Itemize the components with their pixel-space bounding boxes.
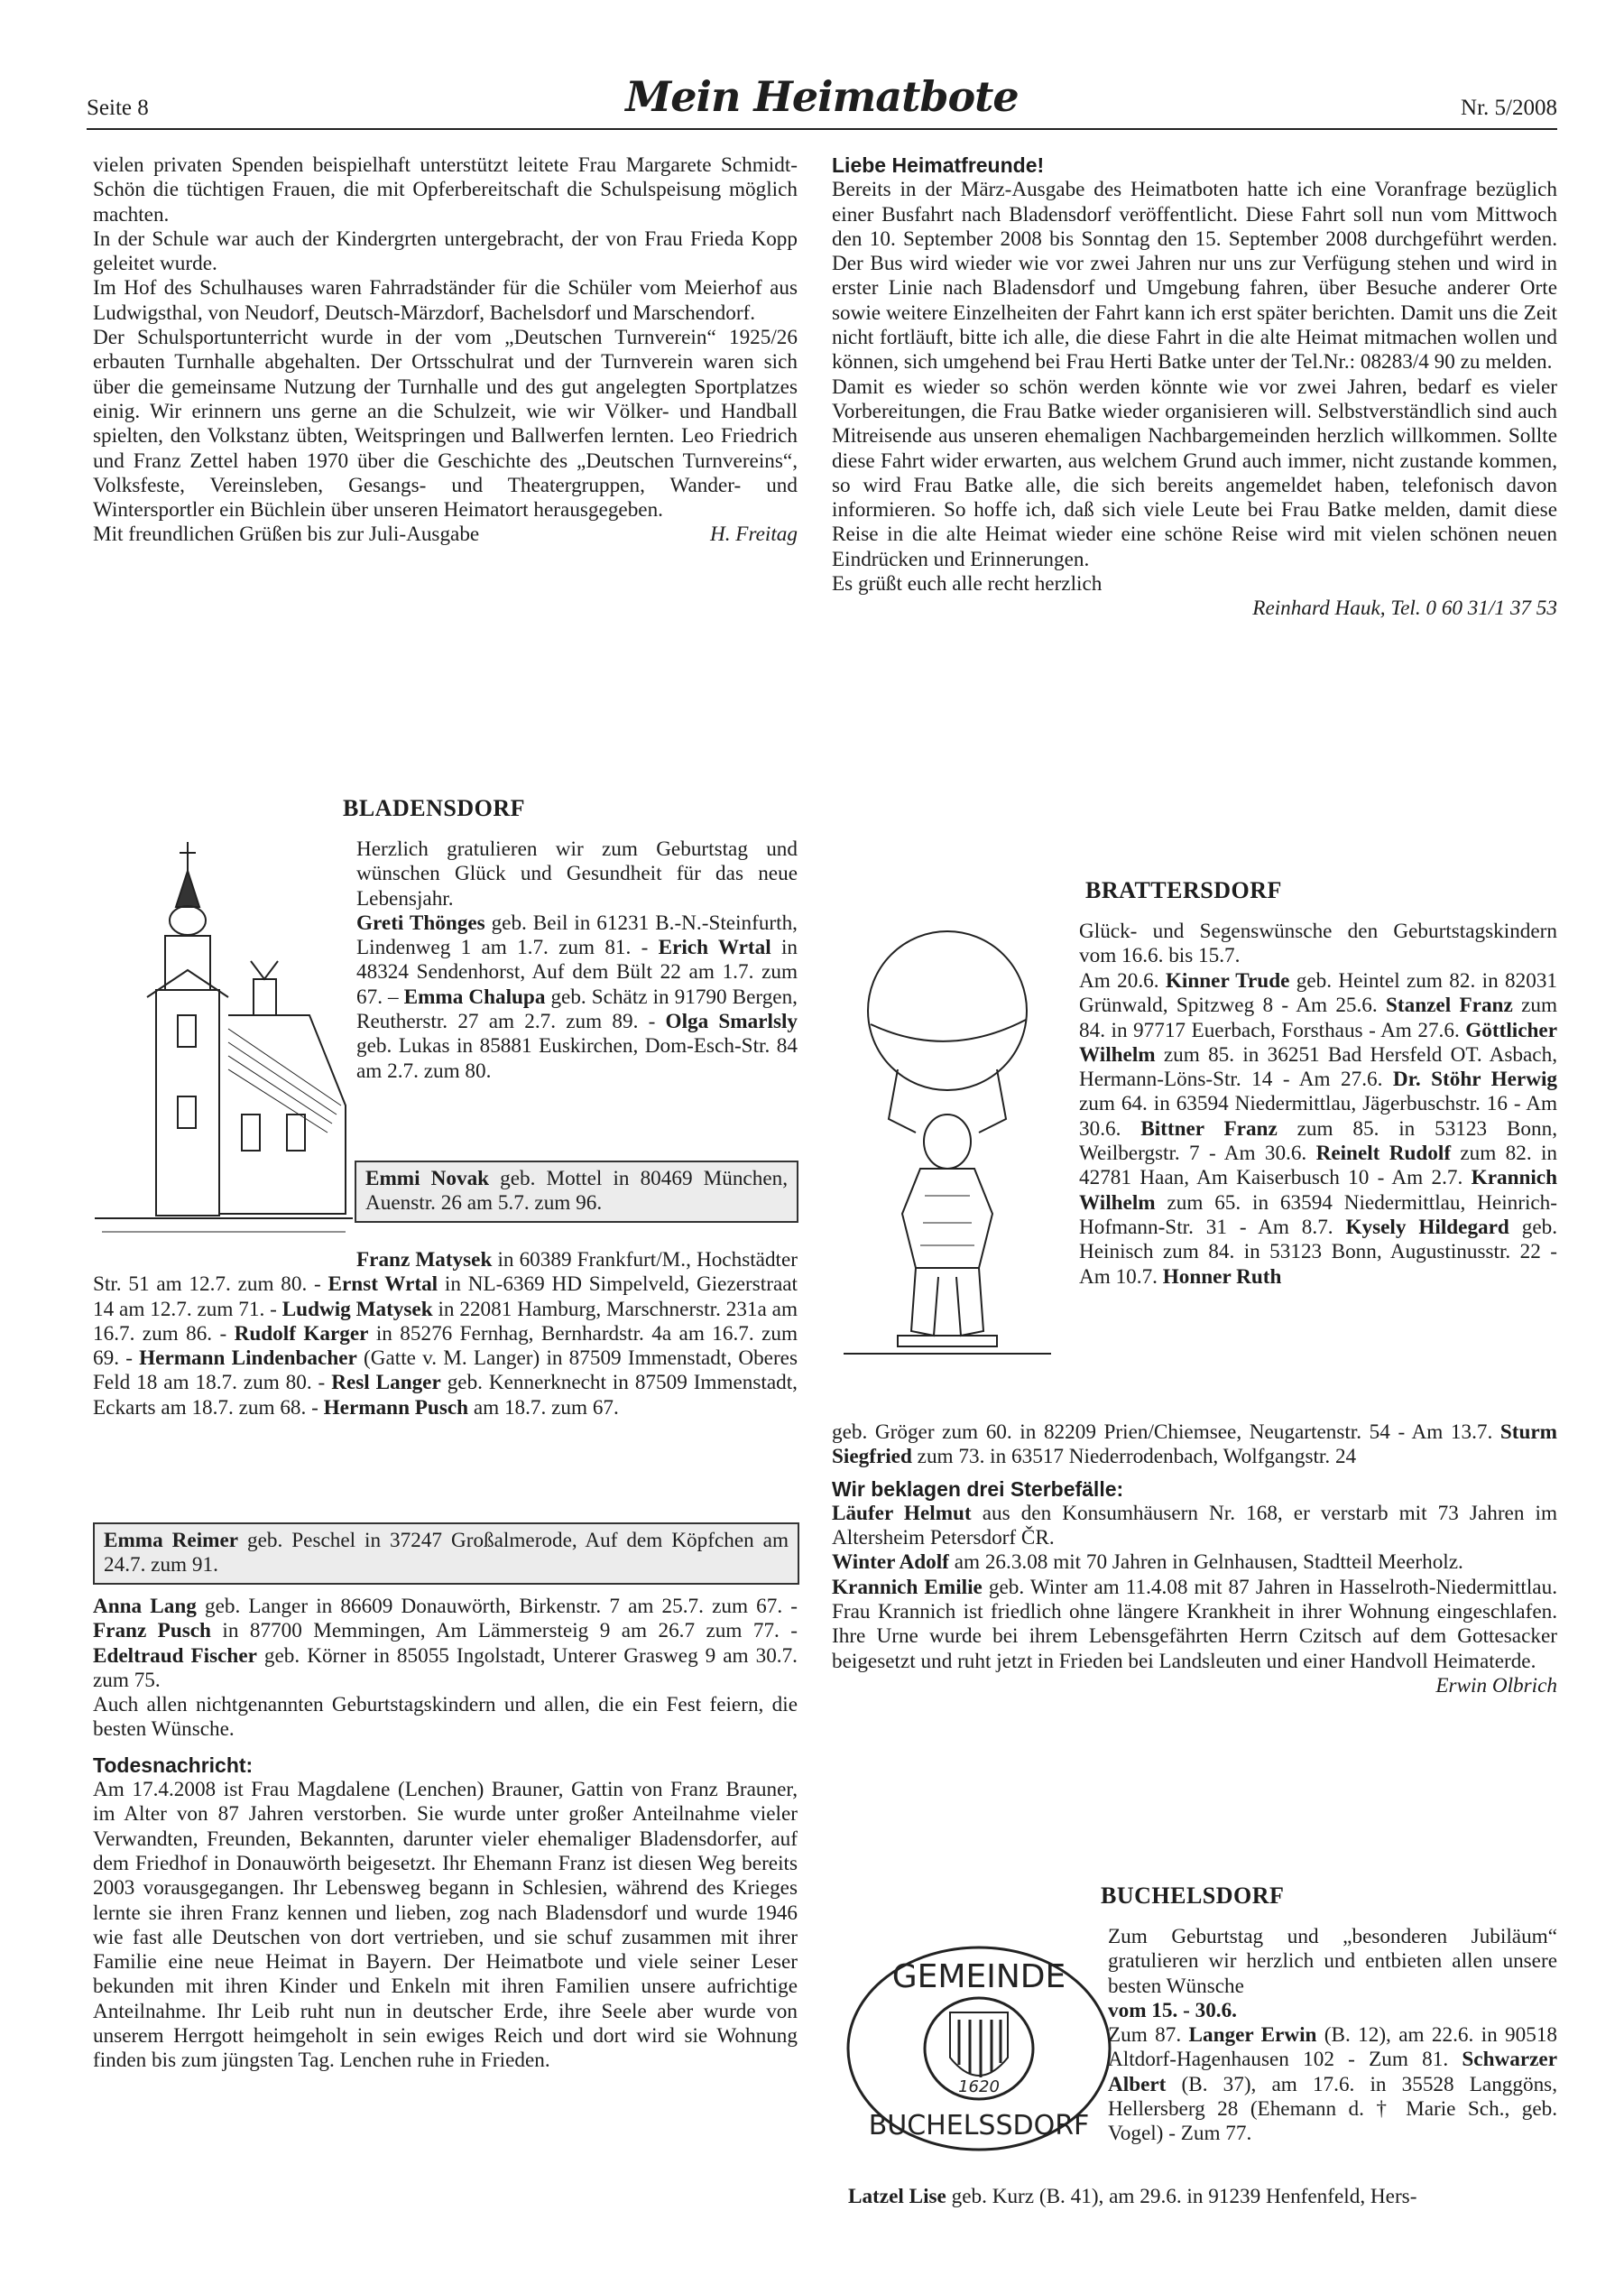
section-title-brattersdorf: BRATTERSDORF [1085, 877, 1282, 903]
death-notice-title: Todesnachricht: [93, 1753, 254, 1777]
article-title: Liebe Heimatfreunde! [832, 153, 1045, 177]
person-name: Langer Erwin [1188, 2023, 1317, 2048]
entry-text: geb. Heintel zum 82. in 82031 Grünwald, Spitzweg 8 - Am 25.6. [1079, 969, 1558, 1018]
entry-text: geb. Schätz in 91790 Bergen, Reutherstr. 27 am 2.7. zum 89. - [356, 985, 798, 1034]
person-name: Greti Thönges [356, 911, 485, 935]
masthead: Mein Heimatbote [625, 72, 1019, 121]
person-name: Göttlicher Wilhelm [1079, 1018, 1557, 1067]
issue-number: Nr. 5/2008 [1461, 96, 1557, 120]
entry-text: am 18.7. zum 67. [468, 1395, 619, 1420]
person-name: Ludwig Matysek [281, 1297, 433, 1321]
right-article [832, 153, 1557, 622]
person-name: Stanzel Franz [1386, 994, 1513, 1018]
person-name: Olga Smarlsly [665, 1010, 798, 1034]
entry-text: in 85276 Fernhag, Bernhardstr. 4a am 16.7. zum 69. - [93, 1321, 798, 1371]
entry-text: am 26.3.08 mit 70 Jahren in Gelnhausen, Stadtteil Meerholz. [948, 1550, 1463, 1575]
person-name: Hermann Pusch [323, 1395, 469, 1420]
section-title-bladensdorf: BLADENSDORF [343, 795, 525, 821]
buchelsdorf-last-line [848, 2185, 1557, 2209]
paragraph: In der Schule war auch der Kindergrten untergebracht, der von Frau Frieda Kopp geleitet wurde. [93, 227, 798, 276]
page-header [87, 72, 1557, 130]
person-name: Krannich Wilhelm [1079, 1166, 1557, 1215]
person-name: Franz Pusch [93, 1619, 211, 1643]
entry-text: geb. Peschel in 37247 Großalmerode, Auf dem Köpfchen am 24.7. zum 91. [104, 1529, 789, 1577]
date-range: vom 15. - 30.6. [1108, 1998, 1237, 2022]
person-name: Bittner Franz [1140, 1116, 1278, 1141]
entry-text: geb. Heinisch zum 84. in 53123 Bonn, Augustinusstr. 22 - Am 10.7. [1079, 1215, 1558, 1289]
entry-text: geb. Beil in 61231 B.-N.-Steinfurth, Lindenweg 1 am 1.7. zum 81. - [356, 911, 798, 960]
entry-text: zum 64. in 63594 Niedermittlau, Jägerbuschstr. 16 - Am 30.6. [1079, 1092, 1557, 1141]
entry-text: (B. 12), am 22.6. in 90518 Altdorf-Hagenhausen 102 - Zum 81. [1108, 2023, 1558, 2072]
highlight-box [355, 1161, 798, 1223]
deaths-title: Wir beklagen drei Sterbefälle: [832, 1476, 1124, 1501]
paragraph: Es grüßt euch alle recht herzlich [832, 572, 1103, 597]
entry-text: zum 85. in 36251 Bad Hersfeld OT. Asbach, Hermann-Löns-Str. 14 - Am 27.6. [1079, 1042, 1557, 1092]
author-signature: Erwin Olbrich [1435, 1673, 1557, 1697]
intro-text: Zum Geburtstag und „besonderen Jubiläum“ gratulieren wir herzlich und entbieten allen unsere besten Wünsche [1108, 1925, 1557, 1998]
person-name: Emma Chalupa [403, 985, 546, 1009]
bladensdorf-list-2 [93, 1248, 798, 1420]
entry-text: geb. Langer in 86609 Donauwörth, Birkenstr. 7 am 25.7. zum 67. - [196, 1595, 798, 1618]
entry-text: geb. Kurz (B. 41), am 29.6. in 91239 Henfenfeld, Hers- [946, 2185, 1417, 2208]
entry-text: geb. Mottel in 80469 München, Auenstr. 26 am 5.7. zum 96. [365, 1167, 789, 1216]
seal-top-text: GEMEINDE [891, 1958, 1066, 1995]
person-name: Hermann Lindenbacher [139, 1346, 357, 1371]
entry-text: zum 65. in 63594 Niedermittlau, Heinrich-Hofmann-Str. 31 - Am 8.7. [1079, 1190, 1557, 1239]
entry-text: geb. Lukas in 85881 Euskirchen, Dom-Esch-Str. 84 am 2.7. zum 80. [356, 1034, 798, 1083]
person-name: Läufer Helmut [832, 1501, 972, 1525]
intro-text: Glück- und Segenswünsche den Geburtstagskindern vom 16.6. bis 15.7. [1079, 920, 1557, 968]
bladensdorf-list-3 [93, 1595, 798, 2074]
death-notice-text: Am 17.4.2008 ist Frau Magdalene (Lenchen) Brauner, Gattin von Franz Brauner, im Alter von 87 Jahren verstorben. Sie wurde unter großer Anteilnahme vieler Verwandten, Freunden, Bekannten, darunter vieler ehemaliger Bladensdorfer, auf dem Friedhof in Donauwörth beigesetzt. Ihr Ehemann Franz ist diesen Weg bereits 2003 vorausgegangen. Ihr Lebensweg begann in Schlesien, während des Krieges lernte sie ihren Franz kennen und lieben, zog nach Bladensdorf und wurde 1946 wie fast alle Deutschen von dort vertrieben, und sie schuf zusammen mit ihrer Familie eine neue Heimat in Bayern. Der Heimatbote und viele seiner Leser bekunden mit ihren Kinder und Enkeln mit ihren Familien unsere aufrichtige Anteilnahme. Ihr Leib ruht nun in deutscher Erde, ihre Seele aber wurde von unserem Herrgott heimgeholt in sein ewiges Reich und dort wird sie Wohnung finden bis zum jüngsten Tag. Lenchen ruhe in Frieden. [93, 1778, 798, 2073]
buchelsdorf-intro [1108, 1925, 1557, 2147]
entry-text: aus den Konsumhäusern Nr. 168, er verstarb mit 73 Jahren im Altersheim Petersdorf ČR. [832, 1501, 1557, 1550]
person-name: Emma Reimer [104, 1529, 239, 1552]
brattersdorf-intro [1079, 920, 1557, 969]
person-name: Dr. Stöhr Herwig [1392, 1068, 1557, 1092]
page-number: Seite 8 [87, 96, 149, 120]
person-name: Erich Wrtal [658, 936, 771, 960]
person-name: Schwarzer Albert [1108, 2048, 1557, 2096]
brattersdorf-list-cont [832, 1420, 1557, 1698]
paragraph: Im Hof des Schulhauses waren Fahrradständer für die Schüler vom Meierhof aus Ludwigsthal, von Neudorf, Deutsch-Märzdorf, Bachelsdorf und Marschendorf. [93, 276, 798, 325]
person-name: Emmi Novak [365, 1167, 490, 1190]
bladensdorf-intro [356, 837, 798, 1084]
entry-text: in 22081 Hamburg, Marschnerstr. 231a am 16.7. zum 86. - [93, 1297, 798, 1346]
entry-text: (B. 37), am 17.6. in 35528 Langgöns, Hellersberg 28 (Ehemann d. † Marie Sch., geb. Vogel) - Zum 77. [1108, 2072, 1557, 2146]
entry-text: zum 84. in 97717 Euerbach, Forsthaus - Am 27.6. [1079, 994, 1558, 1042]
entry-text: Zum 87. [1108, 2023, 1189, 2048]
entry-text: zum 73. in 63517 Niederrodenbach, Wolfgangstr. 24 [911, 1445, 1357, 1469]
entry-text: Am 20.6. [1079, 969, 1166, 993]
person-name: Kysely Hildegard [1345, 1215, 1509, 1239]
section-title-buchelsdorf: BUCHELSDORF [1101, 1882, 1285, 1909]
municipal-seal [844, 1940, 1114, 2157]
person-name: Sturm Siegfried [832, 1420, 1557, 1469]
paragraph: Der Schulsportunterricht wurde in der vom „Deutschen Turnverein“ 1925/26 erbauten Turnhalle abgehalten. Der Ortsschulrat und der Turnverein waren sich über die gemeinsame Nutzung der Turnhalle und des gut angelegten Sportplatzes einig. Wir erinnern uns gerne an die Schulzeit, wie wir Völker- und Handball spielten, den Volkstanz übten, Weitspringen und Ballwerfen lernten. Leo Friedrich und Franz Zettel haben 1970 über die Geschichte des „Deutschen Turnvereins“, Volksfeste, Vereinsleben, Gesangs- und Theatergruppen, Wander- und Wintersportler ein Büchlein über unseren Heimatort herausgegeben. [93, 326, 798, 523]
outro-text: Auch allen nichtgenannten Geburtstagskindern und allen, die ein Fest feiern, die besten Wünsche. [93, 1693, 798, 1742]
closing-line [93, 523, 798, 547]
person-name: Latzel Lise [848, 2185, 946, 2208]
person-name: Ernst Wrtal [328, 1272, 438, 1297]
person-name: Rudolf Karger [234, 1321, 369, 1346]
entry-text: zum 82. in 42781 Haan, Am Kaiserbusch 10 - Am 2.7. [1079, 1142, 1557, 1190]
paragraph: vielen privaten Spenden beispielhaft unterstützt leitete Frau Margarete Schmidt-Schön die tüchtigen Frauen, die mit Opferbereitschaft die Schulspeisung möglich machten. [93, 153, 798, 227]
intro-text: Herzlich gratulieren wir zum Geburtstag und wünschen Glück und Gesundheit für das neue Lebensjahr. [356, 837, 798, 911]
paragraph: Damit es wieder so schön werden könnte wie vor zwei Jahren, bedarf es vieler Vorbereitungen, die Frau Batke wieder organisieren will. Selbstverständlich sind auch Mitreisende aus unseren ehemaligen Nachbargemeinden herzlich willkommen. Sollte diese Fahrt wider erwarten, aus welchem Grund auch immer, nicht zustande kommen, so wird Frau Batke alle, die sich bereits angemeldet haben, telefonisch davon informieren. So hoffe ich, daß sich viele Leute bei Frau Batke melden, damit diese Reise in die alte Heimat wieder eine schöne Reise wird mit vielen schönen neuen Eindrücken und Erinnerungen. [832, 375, 1557, 571]
person-name: Honner Ruth [1162, 1264, 1282, 1289]
person-name: Edeltraud Fischer [93, 1643, 257, 1668]
person-name: Krannich Emilie [832, 1575, 983, 1599]
author-signature: H. Freitag [709, 523, 798, 547]
entry-text: geb. Körner in 85055 Ingolstadt, Unterer Grasweg 9 am 30.7. zum 75. [93, 1643, 798, 1692]
brattersdorf-list [832, 969, 1557, 1290]
seal-year: 1620 [958, 2077, 1000, 2096]
entry-text: in 87700 Memmingen, Am Lämmersteig 9 am 26.7 zum 77. - [210, 1619, 798, 1643]
highlight-box [93, 1522, 799, 1585]
entry-text: zum 85. in 53123 Bonn, Weilbergstr. 7 - Am 30.6. [1079, 1116, 1557, 1166]
entry-text: in 60389 Frankfurt/M., Hochstädter Str. 51 am 12.7. zum 80. - [93, 1248, 798, 1297]
person-name: Kinner Trude [1165, 969, 1290, 993]
birthday-list [1079, 969, 1557, 1290]
person-name: Winter Adolf [832, 1550, 949, 1575]
entry-text: geb. Kennerknecht in 87509 Immenstadt, Eckarts am 18.7. zum 68. - [93, 1371, 798, 1420]
left-article [93, 153, 798, 548]
entry-text: in 48324 Sendenhorst, Auf dem Bült 22 am 1.7. zum 67. – [356, 936, 798, 1009]
closing-text: Mit freundlichen Grüßen bis zur Juli-Ausgabe [93, 523, 480, 547]
seal-bottom-text: BUCHELSSDORF [868, 2110, 1090, 2141]
birthday-list [356, 911, 798, 1084]
paragraph: Bereits in der März-Ausgabe des Heimatboten hatte ich eine Voranfrage bezüglich einer Busfahrt nach Bladensdorf veröffentlicht. Diese Fahrt soll nun vom Mittwoch den 10. September 2008 bis Sonntag den 15. September 2008 durchgeführt werden. Der Bus wird wieder wie vor zwei Jahren nur uns zur Verfügung stehen und wird in erster Linie nach Bladensdorf und Umgebung fahren, über Besuche anderer Orte sowie weitere Einzelheiten der Fahrt kann ich erst später berichten. Damit uns die Zeit nicht fortläuft, bitte ich alle, die diese Fahrt in die alte Heimat mitmachen wollen und können, sich umgehend bei Frau Herti Batke unter der Tel.Nr.: 08283/4 90 zu melden. [832, 178, 1557, 375]
person-name: Anna Lang [93, 1595, 197, 1618]
person-name: Franz Matysek [356, 1248, 493, 1272]
person-name: Resl Langer [331, 1371, 441, 1395]
entry-text: in NL-6369 HD Simpelveld, Giezerstraat 14 am 12.7. zum 71. - [93, 1272, 798, 1321]
entry-text: geb. Winter am 11.4.08 mit 87 Jahren in Hasselroth-Niedermittlau. Frau Krannich ist friedlich ohne längere Krankheit in ihrer Wohnung eingeschlafen. Ihre Urne wurde bei ihrem Lebensgefährten Herrn Czitsch auf dem Gottesacker beigesetzt und ruht jetzt in Frieden bei Landsleuten und einer Handvoll Heimaterde. [832, 1575, 1557, 1673]
entry-text: geb. Gröger zum 60. in 82209 Prien/Chiemsee, Neugartenstr. 54 - Am 13.7. [832, 1420, 1500, 1444]
author-signature: Reinhard Hauk, Tel. 0 60 31/1 37 53 [1252, 597, 1557, 621]
church-illustration [93, 835, 355, 1241]
person-name: Reinelt Rudolf [1315, 1142, 1452, 1166]
entry-text: (Gatte v. M. Langer) in 87509 Immenstadt, Oberes Feld 18 am 18.7. zum 80. - [93, 1346, 798, 1395]
